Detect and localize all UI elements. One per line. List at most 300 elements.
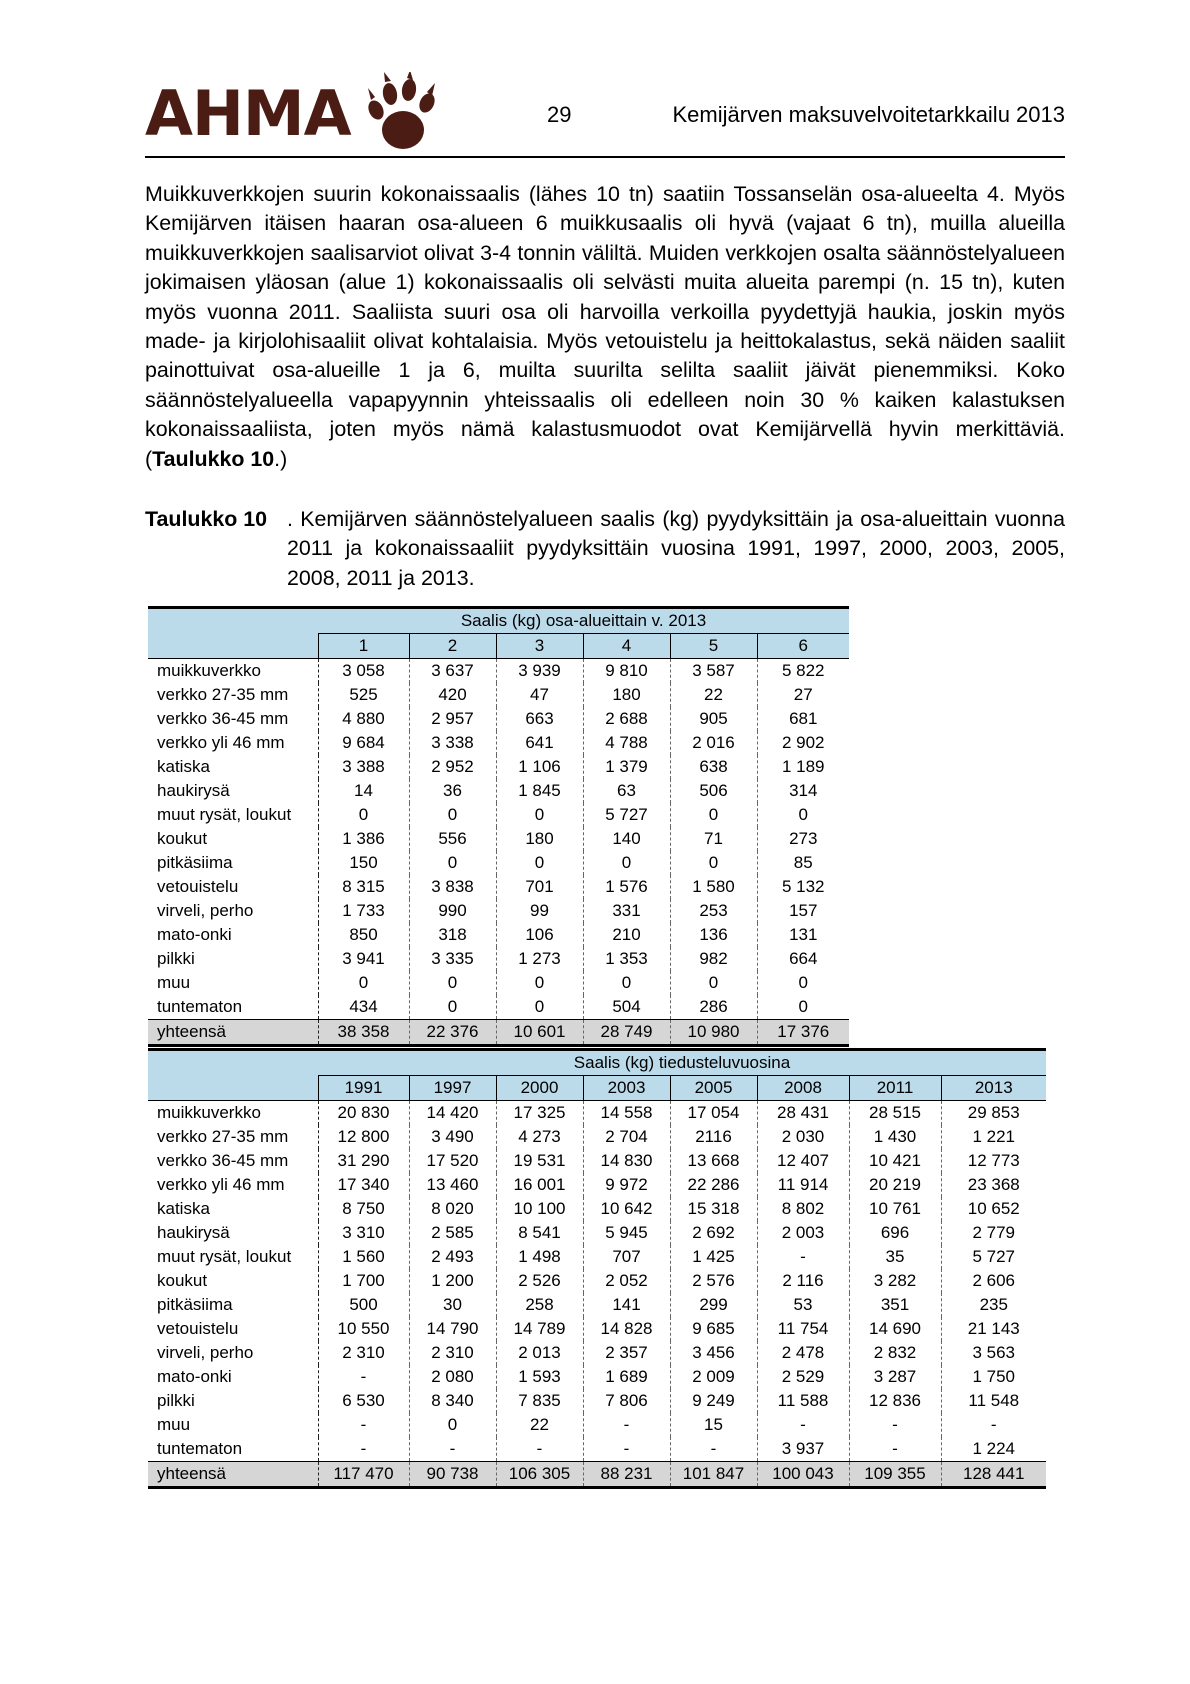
table-cell: 7 806 xyxy=(583,1389,670,1413)
table-row xyxy=(148,1437,1046,1462)
table-cell: 2 688 xyxy=(583,707,670,731)
row-label: koukut xyxy=(148,1269,318,1293)
table-cell: - xyxy=(496,1437,583,1462)
table-cell: 106 xyxy=(496,923,583,947)
table-cell: 5 727 xyxy=(941,1245,1046,1269)
table-cell: - xyxy=(583,1437,670,1462)
table-cell: 8 020 xyxy=(409,1197,496,1221)
table-cell: 12 773 xyxy=(941,1149,1046,1173)
table-cell: 11 548 xyxy=(941,1389,1046,1413)
table-cell: 525 xyxy=(318,683,409,707)
table-cell: 22 286 xyxy=(670,1173,757,1197)
table-cell: 14 xyxy=(318,779,409,803)
column-header: 2011 xyxy=(849,1076,941,1101)
table-cell: 2 957 xyxy=(409,707,496,731)
table-reference: Taulukko 10 xyxy=(152,446,275,471)
row-label: tuntematon xyxy=(148,995,318,1020)
table-cell: 3 282 xyxy=(849,1269,941,1293)
table-row xyxy=(148,947,849,971)
table-cell: - xyxy=(409,1437,496,1462)
page-number: 29 xyxy=(547,102,572,127)
table-cell: 1 580 xyxy=(670,875,757,899)
row-label: haukirysä xyxy=(148,1221,318,1245)
row-label: muikkuverkko xyxy=(148,659,318,684)
column-header: 4 xyxy=(583,634,670,659)
table-cell: - xyxy=(757,1413,849,1437)
caption-label: Taulukko 10 xyxy=(145,507,268,531)
table-cell: 10 652 xyxy=(941,1197,1046,1221)
table-cell: 11 754 xyxy=(757,1317,849,1341)
table-cell: 0 xyxy=(409,851,496,875)
table-cell: 850 xyxy=(318,923,409,947)
table-cell: 1 845 xyxy=(496,779,583,803)
total-cell: 117 470 xyxy=(318,1462,409,1488)
row-label: tuntematon xyxy=(148,1437,318,1462)
table-cell: 8 340 xyxy=(409,1389,496,1413)
table-cell: 2 606 xyxy=(941,1269,1046,1293)
table-cell: 157 xyxy=(757,899,849,923)
table-cell: 351 xyxy=(849,1293,941,1317)
table-cell: 2 116 xyxy=(757,1269,849,1293)
table-row xyxy=(148,1413,1046,1437)
table-cell: - xyxy=(670,1437,757,1462)
table-cell: 7 835 xyxy=(496,1389,583,1413)
table-cell: 1 560 xyxy=(318,1245,409,1269)
table-cell: - xyxy=(941,1413,1046,1437)
table-cell: 0 xyxy=(318,971,409,995)
table-row xyxy=(148,779,849,803)
table-cell: 3 941 xyxy=(318,947,409,971)
table-cell: 12 800 xyxy=(318,1125,409,1149)
table-cell: 701 xyxy=(496,875,583,899)
table-cell: 1 273 xyxy=(496,947,583,971)
table-cell: 30 xyxy=(409,1293,496,1317)
table-cell: 0 xyxy=(409,971,496,995)
table-cell: 2 478 xyxy=(757,1341,849,1365)
table-cell: 2 529 xyxy=(757,1365,849,1389)
table-cell: 2 493 xyxy=(409,1245,496,1269)
table-cell: 14 830 xyxy=(583,1149,670,1173)
table-row xyxy=(148,1125,1046,1149)
column-header: 1 xyxy=(318,634,409,659)
table-cell: 17 520 xyxy=(409,1149,496,1173)
table-cell: - xyxy=(318,1437,409,1462)
column-header: 6 xyxy=(757,634,849,659)
column-header: 2005 xyxy=(670,1076,757,1101)
table-cell: 28 431 xyxy=(757,1101,849,1126)
table-cell: 9 685 xyxy=(670,1317,757,1341)
table-cell: 2 003 xyxy=(757,1221,849,1245)
row-label: koukut xyxy=(148,827,318,851)
table-cell: 0 xyxy=(496,995,583,1020)
row-label: verkko yli 46 mm xyxy=(148,1173,318,1197)
table-cell: 85 xyxy=(757,851,849,875)
table-cell: 1 576 xyxy=(583,875,670,899)
table-cell: 314 xyxy=(757,779,849,803)
table-cell: 707 xyxy=(583,1245,670,1269)
table-cell: 3 490 xyxy=(409,1125,496,1149)
column-header: 1991 xyxy=(318,1076,409,1101)
column-header: 2000 xyxy=(496,1076,583,1101)
table-cell: 0 xyxy=(757,995,849,1020)
table-cell: 1 221 xyxy=(941,1125,1046,1149)
table-cell: 273 xyxy=(757,827,849,851)
row-label: muu xyxy=(148,971,318,995)
paragraph-text-end: .) xyxy=(274,446,288,471)
table-cell: 506 xyxy=(670,779,757,803)
table-row xyxy=(148,1149,1046,1173)
total-cell: 22 376 xyxy=(409,1020,496,1046)
table-cell: 2 952 xyxy=(409,755,496,779)
table-cell: 504 xyxy=(583,995,670,1020)
column-header: 2003 xyxy=(583,1076,670,1101)
table-cell: 3 310 xyxy=(318,1221,409,1245)
table-cell: 180 xyxy=(583,683,670,707)
table-cell: 8 541 xyxy=(496,1221,583,1245)
row-label: virveli, perho xyxy=(148,1341,318,1365)
table-cell: 23 368 xyxy=(941,1173,1046,1197)
table-row xyxy=(148,1221,1046,1245)
table-row xyxy=(148,659,849,684)
table-cell: 15 xyxy=(670,1413,757,1437)
table-cell: 63 xyxy=(583,779,670,803)
caption-text: . Kemijärven säännöstelyalueen saalis (kg) pyydyksittäin ja osa-alueittain vuonna 2011 ja kokonaissaaliit pyydyksittäin vuosina 1991, 1997, 2000, 2003, 2005, 2008, 2011 ja 2013. xyxy=(287,507,1065,590)
table-cell: 434 xyxy=(318,995,409,1020)
table-cell: 14 828 xyxy=(583,1317,670,1341)
table-cell: 141 xyxy=(583,1293,670,1317)
table-row xyxy=(148,1245,1046,1269)
catch-by-year-table xyxy=(148,1048,1046,1489)
table-row xyxy=(148,1173,1046,1197)
table-row xyxy=(148,803,849,827)
table-cell: 11 588 xyxy=(757,1389,849,1413)
column-header: 2 xyxy=(409,634,496,659)
table-cell: 990 xyxy=(409,899,496,923)
table-cell: 1 689 xyxy=(583,1365,670,1389)
table-cell: 0 xyxy=(757,971,849,995)
total-cell: 100 043 xyxy=(757,1462,849,1488)
year-table-title-row xyxy=(148,1050,1046,1076)
row-label: vetouistelu xyxy=(148,1317,318,1341)
table-cell: 20 830 xyxy=(318,1101,409,1126)
table-cell: 13 460 xyxy=(409,1173,496,1197)
row-label: katiska xyxy=(148,755,318,779)
table-cell: 3 563 xyxy=(941,1341,1046,1365)
row-label: verkko yli 46 mm xyxy=(148,731,318,755)
year-table-corner-cell xyxy=(148,1050,318,1101)
table-cell: 27 xyxy=(757,683,849,707)
table-cell: 1 750 xyxy=(941,1365,1046,1389)
table-cell: 0 xyxy=(496,851,583,875)
table-cell: 0 xyxy=(409,1413,496,1437)
table-cell: 258 xyxy=(496,1293,583,1317)
column-header: 2008 xyxy=(757,1076,849,1101)
table-cell: 2 016 xyxy=(670,731,757,755)
total-cell: 109 355 xyxy=(849,1462,941,1488)
column-header: 5 xyxy=(670,634,757,659)
ahma-logo xyxy=(145,72,445,152)
table-cell: 17 325 xyxy=(496,1101,583,1126)
table-cell: 3 939 xyxy=(496,659,583,684)
table-row xyxy=(148,683,849,707)
table-cell: 11 914 xyxy=(757,1173,849,1197)
total-cell: 38 358 xyxy=(318,1020,409,1046)
total-cell: 28 749 xyxy=(583,1020,670,1046)
row-label: pilkki xyxy=(148,1389,318,1413)
table-cell: 3 335 xyxy=(409,947,496,971)
table-cell: - xyxy=(318,1365,409,1389)
paragraph-text: Muikkuverkkojen suurin kokonaissaalis (lähes 10 tn) saatiin Tossanselän osa-alueelta 4. Myös Kemijärven itäisen haaran osa-alueen 6 muikkusaalis oli hyvä (vajaat 6 tn), muilla alueilla muikkuverkkojen saalisarviot olivat 3-4 tonnin väliltä. Muiden verkkojen osalta säännöstelyalueen jokimaisen yläosan (alue 1) kokonaissaalis oli selvästi muita alueita parempi (n. 15 tn), kuten myös vuonna 2011. Saaliista suuri osa oli harvoilla verkoilla pyydettyjä haukia, joskin myös made- ja kirjolohisaaliit olivat kohtalaisia. Myös vetouistelu ja heittokalastus, sekä näiden saaliit painottuivat osa-alueille 1 ja 6, muilta suurilta selilta saaliit jäivät pienemmiksi. Koko säännöstelyalueella vapapyynnin yhteissaalis oli edelleen noin 30 % kaiken kalastuksen kokonaissaaliista, joten myös nämä kalastusmuodot ovat Kemijärvellä hyvin merkittäviä. ( xyxy=(145,182,1065,471)
table-cell: 0 xyxy=(670,971,757,995)
table-cell: 664 xyxy=(757,947,849,971)
table-row xyxy=(148,923,849,947)
table-cell: 4 880 xyxy=(318,707,409,731)
paw-icon xyxy=(367,72,439,158)
table-cell: 2 704 xyxy=(583,1125,670,1149)
table-cell: 286 xyxy=(670,995,757,1020)
table-cell: 1 430 xyxy=(849,1125,941,1149)
table-cell: 14 789 xyxy=(496,1317,583,1341)
table-cell: 0 xyxy=(409,803,496,827)
table-cell: 180 xyxy=(496,827,583,851)
table-cell: 681 xyxy=(757,707,849,731)
table-cell: 3 388 xyxy=(318,755,409,779)
table-cell: 22 xyxy=(496,1413,583,1437)
table-cell: 10 550 xyxy=(318,1317,409,1341)
table-cell: - xyxy=(849,1437,941,1462)
total-row xyxy=(148,1020,849,1046)
table-cell: 210 xyxy=(583,923,670,947)
table-cell: 1 106 xyxy=(496,755,583,779)
running-title: Kemijärven maksuvelvoitetarkkailu 2013 xyxy=(672,102,1065,127)
table-cell: 0 xyxy=(583,971,670,995)
table-cell: 14 420 xyxy=(409,1101,496,1126)
column-header: 1997 xyxy=(409,1076,496,1101)
table-cell: 638 xyxy=(670,755,757,779)
total-cell: 101 847 xyxy=(670,1462,757,1488)
table-cell: 3 287 xyxy=(849,1365,941,1389)
row-label: verkko 36-45 mm xyxy=(148,707,318,731)
total-cell: 106 305 xyxy=(496,1462,583,1488)
table-cell: 2 052 xyxy=(583,1269,670,1293)
table-cell: 2 080 xyxy=(409,1365,496,1389)
table-cell: 15 318 xyxy=(670,1197,757,1221)
row-label: katiska xyxy=(148,1197,318,1221)
row-label: muut rysät, loukut xyxy=(148,1245,318,1269)
table-cell: - xyxy=(318,1413,409,1437)
table-cell: 0 xyxy=(318,803,409,827)
table-cell: 0 xyxy=(409,995,496,1020)
table-cell: 500 xyxy=(318,1293,409,1317)
row-label: verkko 36-45 mm xyxy=(148,1149,318,1173)
table-cell: 17 054 xyxy=(670,1101,757,1126)
table-cell: 12 836 xyxy=(849,1389,941,1413)
table-cell: 16 001 xyxy=(496,1173,583,1197)
table-cell: 0 xyxy=(757,803,849,827)
table-cell: 2 310 xyxy=(318,1341,409,1365)
table-cell: 3 456 xyxy=(670,1341,757,1365)
table-cell: 3 587 xyxy=(670,659,757,684)
total-label: yhteensä xyxy=(148,1462,318,1488)
table-cell: 5 132 xyxy=(757,875,849,899)
area-table-corner-cell xyxy=(148,608,318,659)
table-cell: 17 340 xyxy=(318,1173,409,1197)
table-cell: 35 xyxy=(849,1245,941,1269)
table-cell: 235 xyxy=(941,1293,1046,1317)
table-cell: 14 790 xyxy=(409,1317,496,1341)
table-cell: 641 xyxy=(496,731,583,755)
row-label: mato-onki xyxy=(148,1365,318,1389)
table-cell: 20 219 xyxy=(849,1173,941,1197)
table-cell: - xyxy=(757,1245,849,1269)
column-header: 3 xyxy=(496,634,583,659)
row-label: pilkki xyxy=(148,947,318,971)
table-row xyxy=(148,1197,1046,1221)
row-label: verkko 27-35 mm xyxy=(148,1125,318,1149)
table-cell: 1 200 xyxy=(409,1269,496,1293)
table-cell: 71 xyxy=(670,827,757,851)
table-row xyxy=(148,1341,1046,1365)
table-row xyxy=(148,1365,1046,1389)
table-cell: 1 733 xyxy=(318,899,409,923)
row-label: verkko 27-35 mm xyxy=(148,683,318,707)
table-cell: 2 310 xyxy=(409,1341,496,1365)
table-cell: 10 761 xyxy=(849,1197,941,1221)
body-paragraph xyxy=(145,180,1065,474)
table-cell: 6 530 xyxy=(318,1389,409,1413)
table-row xyxy=(148,731,849,755)
table-cell: 28 515 xyxy=(849,1101,941,1126)
table-cell: - xyxy=(583,1413,670,1437)
table-cell: 10 100 xyxy=(496,1197,583,1221)
table-cell: 9 810 xyxy=(583,659,670,684)
table-cell: 1 593 xyxy=(496,1365,583,1389)
table-cell: 253 xyxy=(670,899,757,923)
table-cell: 10 421 xyxy=(849,1149,941,1173)
table-cell: 14 690 xyxy=(849,1317,941,1341)
row-label: mato-onki xyxy=(148,923,318,947)
table-cell: 2 779 xyxy=(941,1221,1046,1245)
table-cell: 5 945 xyxy=(583,1221,670,1245)
table-cell: 0 xyxy=(670,851,757,875)
year-table-body xyxy=(148,1050,1046,1488)
table-cell: 1 224 xyxy=(941,1437,1046,1462)
total-cell: 10 601 xyxy=(496,1020,583,1046)
table-row xyxy=(148,851,849,875)
table-cell: 1 425 xyxy=(670,1245,757,1269)
row-label: haukirysä xyxy=(148,779,318,803)
table-cell: 9 972 xyxy=(583,1173,670,1197)
table-cell: 131 xyxy=(757,923,849,947)
total-cell: 128 441 xyxy=(941,1462,1046,1488)
table-cell: 556 xyxy=(409,827,496,851)
table-cell: 1 379 xyxy=(583,755,670,779)
table-cell: 420 xyxy=(409,683,496,707)
page-header xyxy=(145,66,1065,158)
table-cell: 2 902 xyxy=(757,731,849,755)
table-cell: 1 700 xyxy=(318,1269,409,1293)
table-cell: 8 315 xyxy=(318,875,409,899)
table-cell: 13 668 xyxy=(670,1149,757,1173)
table-cell: 5 727 xyxy=(583,803,670,827)
table-cell: 21 143 xyxy=(941,1317,1046,1341)
table-cell: 905 xyxy=(670,707,757,731)
table-cell: 0 xyxy=(496,803,583,827)
table-row xyxy=(148,1293,1046,1317)
year-table-title: Saalis (kg) tiedusteluvuosina xyxy=(318,1050,1046,1076)
table-cell: 1 189 xyxy=(757,755,849,779)
table-cell: 47 xyxy=(496,683,583,707)
table-cell: 3 937 xyxy=(757,1437,849,1462)
table-row xyxy=(148,1389,1046,1413)
table-cell: 9 249 xyxy=(670,1389,757,1413)
table-cell: 1 353 xyxy=(583,947,670,971)
table-cell: 1 498 xyxy=(496,1245,583,1269)
table-cell: 2 030 xyxy=(757,1125,849,1149)
table-row xyxy=(148,1269,1046,1293)
table-cell: 99 xyxy=(496,899,583,923)
row-label: virveli, perho xyxy=(148,899,318,923)
table-cell: 10 642 xyxy=(583,1197,670,1221)
table-row xyxy=(148,875,849,899)
table-row xyxy=(148,707,849,731)
table-cell: 3 838 xyxy=(409,875,496,899)
table-row xyxy=(148,827,849,851)
table-cell: 331 xyxy=(583,899,670,923)
table-cell: 663 xyxy=(496,707,583,731)
table-cell: 2 585 xyxy=(409,1221,496,1245)
table-cell: 318 xyxy=(409,923,496,947)
table-row xyxy=(148,755,849,779)
catch-by-area-table xyxy=(148,606,849,1047)
table-cell: - xyxy=(849,1413,941,1437)
table-cell: 5 822 xyxy=(757,659,849,684)
total-label: yhteensä xyxy=(148,1020,318,1046)
table-cell: 8 802 xyxy=(757,1197,849,1221)
header-divider xyxy=(145,156,1065,158)
logo-text: AHMA xyxy=(145,77,351,150)
row-label: pitkäsiima xyxy=(148,1293,318,1317)
table-cell: 9 684 xyxy=(318,731,409,755)
table-row xyxy=(148,971,849,995)
table-cell: 12 407 xyxy=(757,1149,849,1173)
table-row xyxy=(148,899,849,923)
table-cell: 0 xyxy=(496,971,583,995)
table-cell: 53 xyxy=(757,1293,849,1317)
table-cell: 31 290 xyxy=(318,1149,409,1173)
row-label: vetouistelu xyxy=(148,875,318,899)
table-cell: 150 xyxy=(318,851,409,875)
total-cell: 10 980 xyxy=(670,1020,757,1046)
table-cell: 3 058 xyxy=(318,659,409,684)
table-cell: 14 558 xyxy=(583,1101,670,1126)
table-row xyxy=(148,1317,1046,1341)
table-cell: 19 531 xyxy=(496,1149,583,1173)
table-cell: 0 xyxy=(670,803,757,827)
area-table-title-row xyxy=(148,608,849,634)
table-cell: 2 832 xyxy=(849,1341,941,1365)
area-table-title: Saalis (kg) osa-alueittain v. 2013 xyxy=(318,608,849,634)
row-label: muu xyxy=(148,1413,318,1437)
total-cell: 88 231 xyxy=(583,1462,670,1488)
table-cell: 2 576 xyxy=(670,1269,757,1293)
table-cell: 982 xyxy=(670,947,757,971)
row-label: muut rysät, loukut xyxy=(148,803,318,827)
table-cell: 2 009 xyxy=(670,1365,757,1389)
table-cell: 2 357 xyxy=(583,1341,670,1365)
table-cell: 4 273 xyxy=(496,1125,583,1149)
table-cell: 2 692 xyxy=(670,1221,757,1245)
